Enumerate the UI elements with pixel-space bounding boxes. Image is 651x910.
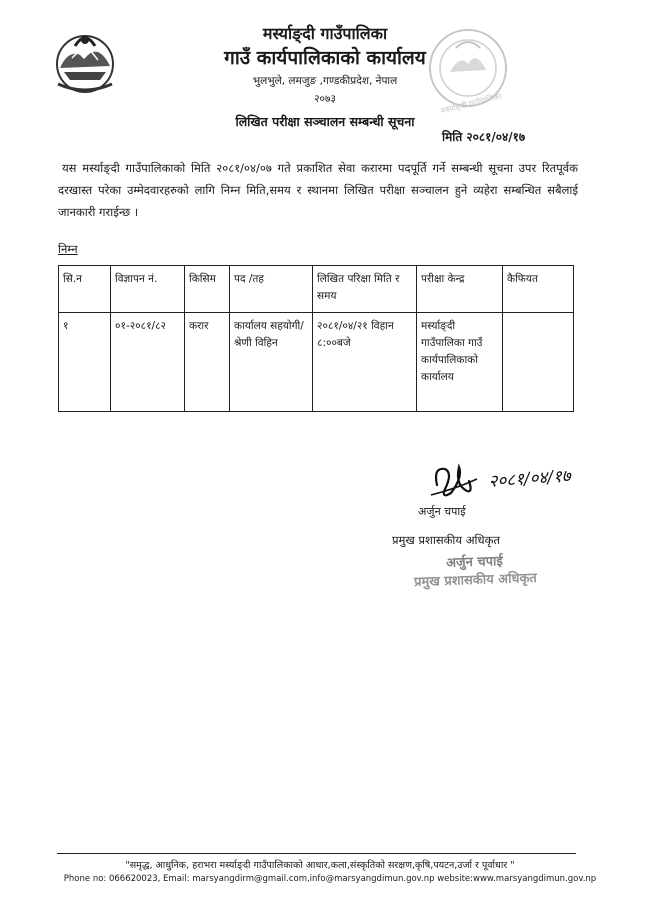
cell-ad-no: ०१-२०८१/८२ — [111, 313, 185, 412]
stamp-name: अर्जुन चपाई — [445, 554, 504, 571]
cell-center: मर्स्याङ्दी गाउँपालिका गाउँ कार्यपालिकाको कार्यालय — [417, 313, 503, 412]
notice-subject: लिखित परीक्षा सञ्चालन सम्बन्धी सूचना — [235, 114, 415, 129]
municipality-name: मर्स्याङ्दी गाउँपालिका — [262, 24, 388, 43]
col-header-type: किसिम — [185, 266, 230, 313]
signatory-title: प्रमुख प्रशासकीय अधिकृत — [392, 533, 500, 547]
footer-contact: Phone no: 066620023, Email: marsyangdirm@gmail.com,info@marsyangdimun.gov.np website:www.marsyangdimun.gov.np — [63, 874, 597, 884]
footer-slogan: "समृद्ध, आधुनिक, हराभरा मर्स्याङ्दी गाउँपालिकाको आधार,कला,संस्कृतिको सरक्षण,कृषि,पयटन,उर्जा र पूर्वाधार " — [125, 860, 515, 871]
col-header-remarks: कैफियत — [503, 266, 574, 313]
col-header-ad-no: विज्ञापन नं. — [111, 266, 185, 313]
list-label: निम्न — [58, 242, 78, 256]
cell-sn: १ — [59, 313, 111, 412]
col-header-center: परीक्षा केन्द्र — [417, 266, 503, 313]
table-header-row — [59, 266, 574, 313]
signatory-name: अर्जुन चपाई — [418, 505, 466, 518]
nepal-emblem-icon — [50, 28, 120, 96]
stamp-title: प्रमुख प्रशासकीय अधिकृत — [413, 570, 538, 591]
handwritten-date: २०८१/०४/१७ — [487, 466, 572, 492]
notice-date: मिति २०८१/०४/१७ — [442, 130, 526, 144]
exam-schedule-table — [58, 265, 574, 412]
footer-divider — [57, 853, 576, 854]
seal-text: मर्स्याङ्दी गाउँपालिका — [440, 91, 503, 116]
cell-type: करार — [185, 313, 230, 412]
col-header-exam-datetime: लिखित परिक्षा मिति र समय — [313, 266, 417, 313]
notice-paragraph: यस मर्स्याङ्दी गाउँपालिकाको मिति २०८१/०४/०७ गते प्रकाशित सेवा करारमा पदपूर्ति गर्ने सम्बन्धी सूचना उपर रितपूर्वक दरखास्त परेका उम्मेदवारहरुको लागि निम्न मिति,समय र स्थानमा लिखित परीक्षा सञ्चालन हुने व्यहेरा सम्बन्धित सबैलाई जानकारी गराईन्छ । — [58, 161, 578, 219]
cell-post: कार्यालय सहयोगी/श्रेणी विहिन — [230, 313, 313, 412]
table-row — [59, 313, 574, 412]
cell-exam-datetime: २०८१/०४/२१ विहान ८:००बजे — [313, 313, 417, 412]
office-name: गाउँ कार्यपालिकाको कार्यालय — [224, 47, 426, 69]
handwritten-signature — [415, 455, 605, 505]
established-year: २०७३ — [314, 93, 336, 105]
col-header-sn: सि.न — [59, 266, 111, 313]
cell-remarks — [503, 313, 574, 412]
col-header-post: पद /तह — [230, 266, 313, 313]
office-address: भुलभुले, लमजुङ ,गण्डकीप्रदेश, नेपाल — [252, 75, 398, 87]
